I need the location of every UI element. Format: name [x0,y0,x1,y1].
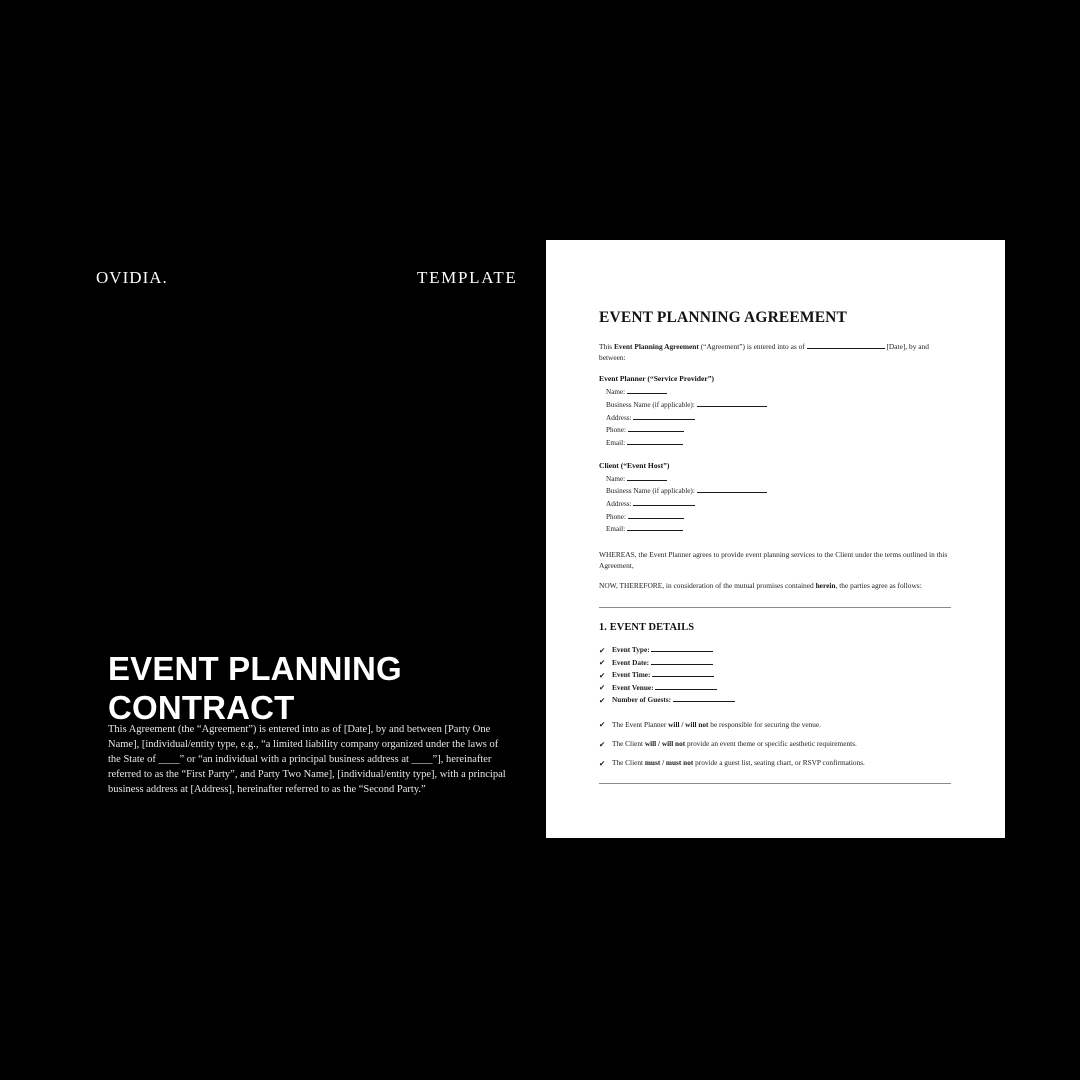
field-label: Phone: [606,426,626,435]
intro-middle: (“Agreement”) is entered into as of [698,342,807,351]
list-item [599,720,951,730]
field-label: Email: [606,525,626,534]
detail-label: Event Venue: [612,682,654,692]
clause-lead: The Client [612,739,645,749]
detail-label: Event Type: [612,645,650,655]
whereas-paragraph: WHEREAS, the Event Planner agrees to provide event planning services to the Client under the terms outlined in this Agreement, [599,550,948,570]
field-label: Address: [606,413,632,422]
check-icon: ✔ [599,683,606,693]
clause-lead: The Client [612,758,645,768]
field-blank [633,498,695,506]
list-item [599,657,951,670]
section-divider [599,607,951,608]
list-item [599,758,951,768]
intro-date-note: [Date], by and between: [599,342,929,362]
field-blank [627,523,683,531]
clause-option: will / will not [668,719,709,729]
event-details-list [599,644,951,707]
field-label: Business Name (if applicable): [606,487,695,496]
list-item [599,694,951,707]
field-blank [633,412,695,420]
list-item [599,473,951,486]
list-item [599,739,951,749]
document-content [599,309,951,784]
document-intro-paragraph [599,341,951,363]
clause-option: will / will not [644,739,686,749]
promo-title: EVENT PLANNING CONTRACT [108,650,402,726]
clause-tail: provide an event theme or specific aesthetic requirements. [685,739,857,749]
list-item [599,399,951,412]
now-therefore-paragraph [599,581,951,592]
client-section-heading: Client (“Event Host”) [599,460,670,470]
field-blank [627,473,667,481]
list-item [599,669,951,682]
footer-divider [599,783,951,784]
detail-label: Event Time: [612,670,651,680]
list-item [599,412,951,425]
now-therefore-lead: NOW, THEREFORE, in consideration of the mutual promises contained [599,580,816,590]
field-label: Name: [606,388,626,397]
detail-label: Number of Guests: [612,695,672,705]
list-item [599,437,951,450]
detail-blank [651,657,713,665]
field-blank [697,399,767,407]
check-icon: ✔ [599,739,606,749]
list-item [599,386,951,399]
document-page [547,241,1004,837]
field-blank [627,386,667,394]
clause-tail: be responsible for securing the venue. [708,719,821,729]
check-icon: ✔ [599,758,606,768]
list-item [599,498,951,511]
check-icon: ✔ [599,670,606,680]
now-therefore-tail: , the parties agree as follows: [835,580,922,590]
brand-wordmark: OVIDIA. [96,268,168,287]
template-label: TEMPLATE [417,268,518,287]
detail-blank [673,694,735,702]
event-clause-list [599,720,951,769]
detail-label: Event Date: [612,657,650,667]
field-blank [627,437,683,445]
document-title: EVENT PLANNING AGREEMENT [599,309,848,326]
list-item [599,523,951,536]
detail-blank [655,682,717,690]
check-icon: ✔ [599,645,606,655]
list-item [599,511,951,524]
check-icon: ✔ [599,658,606,668]
field-label: Address: [606,500,632,509]
field-label: Phone: [606,512,626,521]
intro-bold-term: Event Planning Agreement [614,342,699,351]
detail-blank [652,669,714,677]
promo-paragraph: This Agreement (the “Agreement”) is entered into as of [Date], by and between [Party One Name], [individual/entity type, e.g., “a limited liability company organized under the laws of the State of ____” or “an individual with a principal business address at ____”], hereinafter referred to as the “First Party”, and Party Two Name], [individual/entity type], with a principal business address at [Address], hereinafter referred to as the “Second Party.” [108,724,506,795]
field-blank [628,424,684,432]
detail-blank [651,644,713,652]
field-label: Business Name (if applicable): [606,401,695,410]
intro-prefix: This [599,342,614,351]
client-field-list [599,473,951,536]
check-icon: ✔ [599,720,606,730]
field-label: Name: [606,474,626,483]
field-label: Email: [606,439,626,448]
list-item [599,682,951,695]
list-item [599,424,951,437]
section-1-heading: 1. EVENT DETAILS [599,622,695,634]
planner-field-list [599,386,951,449]
clause-option: must / must not [644,758,694,768]
clause-lead: The Event Planner [612,719,669,729]
field-blank [628,511,684,519]
clause-tail: provide a guest list, seating chart, or RSVP confirmations. [693,758,865,768]
intro-date-blank [807,341,885,349]
field-blank [697,485,767,493]
list-item [599,485,951,498]
now-therefore-emphasis: herein [815,580,836,590]
check-icon: ✔ [599,695,606,705]
planner-section-heading: Event Planner (“Service Provider”) [599,374,715,384]
list-item [599,644,951,657]
